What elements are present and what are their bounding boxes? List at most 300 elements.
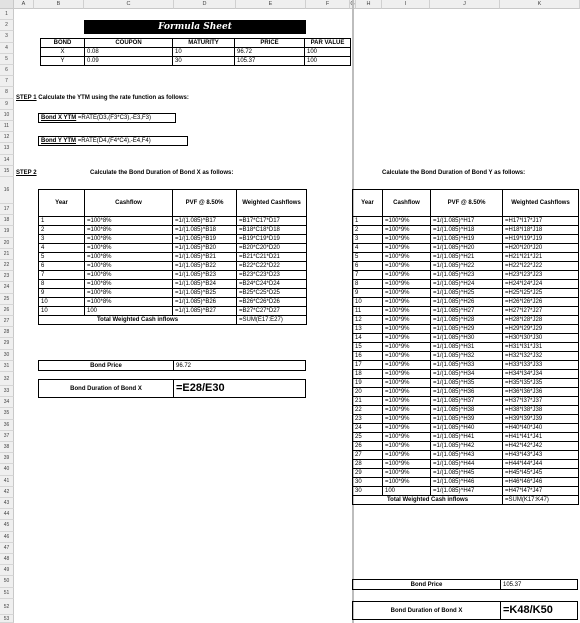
table-cell[interactable]: 7	[39, 271, 85, 280]
table-cell[interactable]: =1/(1.085)^H37	[431, 397, 503, 406]
table-cell[interactable]: =100*9%	[383, 343, 431, 352]
bond-table-cell[interactable]: 100	[305, 57, 351, 66]
step1-text: Calculate the YTM using the rate function as follows:	[38, 95, 189, 101]
table-cell[interactable]: =1/(1.085)^H35	[431, 379, 503, 388]
table-cell[interactable]: 1	[353, 217, 383, 226]
table-row	[353, 226, 579, 235]
table-cell[interactable]: =1/(1.085)^H27	[431, 307, 503, 316]
row-header[interactable]: 9	[0, 99, 14, 110]
bond-table-cell[interactable]: X	[41, 48, 85, 57]
table-cell[interactable]: =1/(1.085)^B20	[173, 244, 237, 253]
row-header[interactable]: 30	[0, 350, 14, 361]
table-row	[353, 388, 579, 397]
table-cell[interactable]: =100*8%	[85, 271, 173, 280]
table-cell[interactable]: =1/(1.085)^B25	[173, 289, 237, 298]
row-header[interactable]: 27	[0, 316, 14, 327]
table-cell[interactable]: =100*9%	[383, 253, 431, 262]
table-cell[interactable]: 15	[353, 343, 383, 352]
table-row	[353, 379, 579, 388]
step2-text-y: Calculate the Bond Duration of Bond Y as follows:	[382, 170, 526, 176]
table-cell[interactable]: 9	[39, 289, 85, 298]
table-cell[interactable]: 2	[39, 226, 85, 235]
table-cell[interactable]: 2	[353, 226, 383, 235]
column-header[interactable]: J	[430, 0, 500, 9]
table-cell[interactable]: =1/(1.085)^B23	[173, 271, 237, 280]
table-cell[interactable]: =1/(1.085)^H39	[431, 415, 503, 424]
table-cell[interactable]: 9	[353, 289, 383, 298]
total-row	[39, 316, 307, 325]
row-header[interactable]: 1	[0, 9, 14, 20]
row-header[interactable]: 36	[0, 420, 14, 431]
table-cell[interactable]: =100*9%	[383, 352, 431, 361]
table-row	[353, 487, 579, 496]
table-cell[interactable]: =H30*I30*J30	[503, 334, 579, 343]
table-cell[interactable]: =100*9%	[383, 289, 431, 298]
column-header[interactable]: H	[356, 0, 382, 9]
table-cell[interactable]: =B17*C17*D17	[237, 217, 307, 226]
row-header[interactable]: 44	[0, 509, 14, 520]
table-cell[interactable]: =B20*C20*D20	[237, 244, 307, 253]
table-cell[interactable]: =100*9%	[383, 379, 431, 388]
table-cell[interactable]: =H39*I39*J39	[503, 415, 579, 424]
table-cell[interactable]: =1/(1.085)^H34	[431, 370, 503, 379]
duration-table-header[interactable]: Cashflow	[383, 190, 431, 217]
table-row	[353, 460, 579, 469]
table-row	[39, 235, 307, 244]
row-header[interactable]: 15	[0, 166, 14, 177]
table-cell[interactable]: =1/(1.085)^H43	[431, 451, 503, 460]
table-cell[interactable]: 17	[353, 361, 383, 370]
table-cell[interactable]: =1/(1.085)^H36	[431, 388, 503, 397]
table-cell[interactable]: =1/(1.085)^H20	[431, 244, 503, 253]
table-row	[353, 253, 579, 262]
duration-table-header[interactable]: PVF @ 8.50%	[431, 190, 503, 217]
table-cell[interactable]: =H42*I42*J42	[503, 442, 579, 451]
table-cell[interactable]: =100*8%	[85, 262, 173, 271]
row-header[interactable]: 11	[0, 121, 14, 132]
table-cell[interactable]: =B24*C24*D24	[237, 280, 307, 289]
row-header[interactable]: 24	[0, 282, 14, 293]
bond-table-header[interactable]: COUPON	[85, 39, 173, 48]
table-cell[interactable]: 29	[353, 469, 383, 478]
table-cell[interactable]: 8	[39, 280, 85, 289]
bond-x-duration-table	[38, 189, 307, 325]
table-cell[interactable]: =100*8%	[85, 235, 173, 244]
row-header[interactable]: 7	[0, 76, 14, 87]
table-cell[interactable]: 6	[353, 262, 383, 271]
column-header[interactable]: A	[14, 0, 34, 9]
table-cell[interactable]: =B25*C25*D25	[237, 289, 307, 298]
table-cell[interactable]: =1/(1.085)^H17	[431, 217, 503, 226]
table-cell[interactable]: =100*8%	[85, 253, 173, 262]
table-cell[interactable]: =100*9%	[383, 217, 431, 226]
table-cell[interactable]: =H28*I28*J28	[503, 316, 579, 325]
table-cell[interactable]: =1/(1.085)^B26	[173, 298, 237, 307]
table-cell[interactable]: 1	[39, 217, 85, 226]
table-cell[interactable]: =1/(1.085)^H44	[431, 460, 503, 469]
table-cell[interactable]: 24	[353, 424, 383, 433]
row-header[interactable]: 47	[0, 543, 14, 554]
step2-label	[14, 169, 44, 177]
bond-table-cell[interactable]: 100	[305, 48, 351, 57]
table-row	[353, 415, 579, 424]
table-row	[353, 217, 579, 226]
table-cell[interactable]: 20	[353, 388, 383, 397]
row-header[interactable]: 31	[0, 361, 14, 372]
table-cell[interactable]: =100*9%	[383, 433, 431, 442]
table-cell[interactable]: =H40*I40*J40	[503, 424, 579, 433]
table-cell[interactable]: =100*9%	[383, 316, 431, 325]
table-cell[interactable]: 30	[353, 478, 383, 487]
table-cell[interactable]: =1/(1.085)^H33	[431, 361, 503, 370]
table-cell[interactable]: 13	[353, 325, 383, 334]
table-cell[interactable]: =H35*I35*J35	[503, 379, 579, 388]
table-cell[interactable]: =100*9%	[383, 406, 431, 415]
bond-x-price-value[interactable]: 96.72	[173, 360, 306, 371]
table-cell[interactable]: 27	[353, 451, 383, 460]
total-formula[interactable]: =SUM(E17:E27)	[237, 316, 307, 325]
row-header[interactable]: 43	[0, 498, 14, 509]
table-cell[interactable]: =H23*I23*J23	[503, 271, 579, 280]
table-cell[interactable]: =100*9%	[383, 325, 431, 334]
table-cell[interactable]: =B22*C22*D22	[237, 262, 307, 271]
table-cell[interactable]: =100*9%	[383, 226, 431, 235]
table-cell[interactable]: =100*9%	[383, 478, 431, 487]
row-header[interactable]: 13	[0, 143, 14, 154]
bond-table-cell[interactable]: 0.08	[85, 48, 173, 57]
row-header[interactable]: 25	[0, 294, 14, 305]
table-cell[interactable]: =1/(1.085)^H26	[431, 298, 503, 307]
row-header[interactable]: 37	[0, 431, 14, 442]
row-header[interactable]: 40	[0, 464, 14, 475]
table-cell[interactable]: =1/(1.085)^H47	[431, 487, 503, 496]
table-cell[interactable]: =1/(1.085)^H29	[431, 325, 503, 334]
column-header[interactable]: F	[306, 0, 350, 9]
row-header[interactable]: 19	[0, 226, 14, 237]
row-header[interactable]: 12	[0, 132, 14, 143]
bond-table-cell[interactable]: 30	[173, 57, 235, 66]
table-cell[interactable]: 28	[353, 460, 383, 469]
table-cell[interactable]: =100*9%	[383, 397, 431, 406]
bond-x-duration-formula[interactable]: =E28/E30	[173, 379, 306, 398]
bond-table-cell[interactable]: Y	[41, 57, 85, 66]
row-header[interactable]: 53	[0, 615, 14, 623]
table-row	[353, 316, 579, 325]
table-cell[interactable]: =B18*C18*D18	[237, 226, 307, 235]
row-header[interactable]: 17	[0, 204, 14, 215]
table-cell[interactable]: =100*8%	[85, 244, 173, 253]
select-all-corner[interactable]	[0, 0, 14, 9]
row-header[interactable]: 35	[0, 408, 14, 419]
table-cell[interactable]: =1/(1.085)^H46	[431, 478, 503, 487]
table-cell[interactable]: =1/(1.085)^H25	[431, 289, 503, 298]
table-cell[interactable]: =100*9%	[383, 235, 431, 244]
table-cell[interactable]: =100*9%	[383, 442, 431, 451]
table-cell[interactable]: 26	[353, 442, 383, 451]
table-cell[interactable]: =100*9%	[383, 451, 431, 460]
table-cell[interactable]: 8	[353, 280, 383, 289]
table-cell[interactable]: =B23*C23*D23	[237, 271, 307, 280]
table-cell[interactable]: =100*9%	[383, 361, 431, 370]
bond-table-header[interactable]: MATURITY	[173, 39, 235, 48]
table-cell[interactable]: =H47*I47*J47	[503, 487, 579, 496]
table-cell[interactable]: =B19*C19*D19	[237, 235, 307, 244]
row-header[interactable]: 38	[0, 442, 14, 453]
table-cell[interactable]: =1/(1.085)^H24	[431, 280, 503, 289]
table-row	[353, 442, 579, 451]
table-cell[interactable]: =100*9%	[383, 334, 431, 343]
bond-table-row	[41, 48, 351, 57]
table-cell[interactable]: =1/(1.085)^H18	[431, 226, 503, 235]
column-header[interactable]: D	[174, 0, 236, 9]
table-cell[interactable]: =H34*I34*J34	[503, 370, 579, 379]
table-cell[interactable]: =1/(1.085)^B18	[173, 226, 237, 235]
table-cell[interactable]: =100*9%	[383, 370, 431, 379]
table-row	[39, 217, 307, 226]
row-header[interactable]: 50	[0, 576, 14, 587]
table-cell[interactable]: 3	[353, 235, 383, 244]
column-header[interactable]: C	[84, 0, 174, 9]
duration-table-header[interactable]: PVF @ 8.50%	[173, 190, 237, 217]
table-cell[interactable]: 5	[39, 253, 85, 262]
bond-y-duration-formula[interactable]: =K48/K50	[500, 601, 578, 620]
table-cell[interactable]: 5	[353, 253, 383, 262]
table-cell[interactable]: 18	[353, 370, 383, 379]
row-header[interactable]: 29	[0, 338, 14, 349]
table-cell[interactable]: =B27*C27*D27	[237, 307, 307, 316]
bond-table-cell[interactable]: 10	[173, 48, 235, 57]
table-cell[interactable]: =H32*I32*J32	[503, 352, 579, 361]
table-row	[39, 226, 307, 235]
row-header[interactable]: 41	[0, 476, 14, 487]
table-cell[interactable]: =100*8%	[85, 298, 173, 307]
table-cell[interactable]: =H38*I38*J38	[503, 406, 579, 415]
row-header[interactable]: 14	[0, 155, 14, 166]
table-cell[interactable]: 10	[353, 298, 383, 307]
table-cell[interactable]: 10	[39, 307, 85, 316]
row-header[interactable]: 10	[0, 110, 14, 121]
table-row	[353, 469, 579, 478]
table-cell[interactable]: 6	[39, 262, 85, 271]
bond-table-header[interactable]: BOND	[41, 39, 85, 48]
row-header[interactable]: 23	[0, 271, 14, 282]
table-cell[interactable]: =100*9%	[383, 298, 431, 307]
table-row	[353, 280, 579, 289]
table-cell[interactable]: =1/(1.085)^H21	[431, 253, 503, 262]
bond-y-price-label: Bond Price	[352, 579, 501, 590]
row-header[interactable]: 20	[0, 238, 14, 249]
table-cell[interactable]: =H18*I18*J18	[503, 226, 579, 235]
table-cell[interactable]: =B21*C21*D21	[237, 253, 307, 262]
table-cell[interactable]: =H27*I27*J27	[503, 307, 579, 316]
table-cell[interactable]: =1/(1.085)^B19	[173, 235, 237, 244]
table-cell[interactable]: 3	[39, 235, 85, 244]
row-header[interactable]: 2	[0, 20, 14, 31]
row-header[interactable]: 26	[0, 305, 14, 316]
table-cell[interactable]: =100*9%	[383, 415, 431, 424]
table-cell[interactable]: =1/(1.085)^H42	[431, 442, 503, 451]
row-header[interactable]: 3	[0, 31, 14, 42]
table-cell[interactable]: =1/(1.085)^B24	[173, 280, 237, 289]
table-row	[353, 334, 579, 343]
table-cell[interactable]: =100*8%	[85, 217, 173, 226]
row-header[interactable]: 48	[0, 554, 14, 565]
table-cell[interactable]: =100*8%	[85, 226, 173, 235]
sheet-title[interactable]: Formula Sheet	[84, 20, 306, 34]
table-row	[353, 406, 579, 415]
duration-table-header[interactable]: Year	[39, 190, 85, 217]
table-cell[interactable]: 100	[85, 307, 173, 316]
duration-table-header[interactable]: Year	[353, 190, 383, 217]
table-cell[interactable]: =1/(1.085)^H19	[431, 235, 503, 244]
table-cell[interactable]: 30	[353, 487, 383, 496]
table-cell[interactable]: =1/(1.085)^B22	[173, 262, 237, 271]
row-header[interactable]: 42	[0, 487, 14, 498]
table-cell[interactable]: 16	[353, 352, 383, 361]
table-cell[interactable]: =1/(1.085)^H28	[431, 316, 503, 325]
table-cell[interactable]: =H31*I31*J31	[503, 343, 579, 352]
row-header[interactable]: 52	[0, 599, 14, 615]
total-label[interactable]: Total Weighted Cash inflows	[353, 496, 503, 505]
total-formula[interactable]: =SUM(K17:K47)	[503, 496, 579, 505]
table-cell[interactable]: 19	[353, 379, 383, 388]
row-header[interactable]: 28	[0, 327, 14, 338]
table-cell[interactable]: =1/(1.085)^B27	[173, 307, 237, 316]
row-header[interactable]: 49	[0, 565, 14, 576]
table-row	[39, 244, 307, 253]
bond-table-row	[41, 57, 351, 66]
table-cell[interactable]: 11	[353, 307, 383, 316]
table-cell[interactable]: =H33*I33*J33	[503, 361, 579, 370]
bond-table-cell[interactable]: 105.37	[235, 57, 305, 66]
row-header[interactable]: 16	[0, 177, 14, 204]
ytm-x-box[interactable]	[38, 113, 176, 123]
table-cell[interactable]: =H45*I45*J45	[503, 469, 579, 478]
row-header[interactable]: 39	[0, 453, 14, 464]
table-cell[interactable]: 4	[39, 244, 85, 253]
table-cell[interactable]: =100*8%	[85, 280, 173, 289]
table-cell[interactable]: 23	[353, 415, 383, 424]
bond-table-header[interactable]: PRICE	[235, 39, 305, 48]
row-header[interactable]: 33	[0, 386, 14, 397]
table-cell[interactable]: =100*9%	[383, 469, 431, 478]
table-cell[interactable]: =B26*C26*D26	[237, 298, 307, 307]
table-cell[interactable]: =H29*I29*J29	[503, 325, 579, 334]
table-cell[interactable]: =100*9%	[383, 280, 431, 289]
column-header[interactable]: B	[34, 0, 84, 9]
table-cell[interactable]: 22	[353, 406, 383, 415]
duration-table-header[interactable]: Weighted Cashflows	[237, 190, 307, 217]
ytm-y-label: Bond Y YTM	[41, 138, 77, 144]
row-header[interactable]: 46	[0, 532, 14, 543]
duration-table-header[interactable]: Cashflow	[85, 190, 173, 217]
table-cell[interactable]: =H44*I44*J44	[503, 460, 579, 469]
table-cell[interactable]: =100*9%	[383, 244, 431, 253]
table-cell[interactable]: =1/(1.085)^B17	[173, 217, 237, 226]
table-cell[interactable]: =1/(1.085)^H40	[431, 424, 503, 433]
column-header[interactable]: K	[500, 0, 580, 9]
table-cell[interactable]: =H46*I46*J46	[503, 478, 579, 487]
row-header[interactable]: 5	[0, 54, 14, 65]
table-cell[interactable]: =100*9%	[383, 424, 431, 433]
table-cell[interactable]: =H24*I24*J24	[503, 280, 579, 289]
table-cell[interactable]: =1/(1.085)^H23	[431, 271, 503, 280]
table-cell[interactable]: =100*9%	[383, 271, 431, 280]
total-label[interactable]: Total Weighted Cash inflows	[39, 316, 237, 325]
row-header[interactable]: 4	[0, 43, 14, 54]
table-cell[interactable]: =1/(1.085)^B21	[173, 253, 237, 262]
row-header[interactable]: 18	[0, 215, 14, 226]
table-cell[interactable]: =100*9%	[383, 388, 431, 397]
table-cell[interactable]: =H41*I41*J41	[503, 433, 579, 442]
table-cell[interactable]: 14	[353, 334, 383, 343]
table-cell[interactable]: =H21*I21*J21	[503, 253, 579, 262]
table-row	[353, 424, 579, 433]
table-cell[interactable]: =1/(1.085)^H45	[431, 469, 503, 478]
table-cell[interactable]: 100	[383, 487, 431, 496]
table-cell[interactable]: =H43*I43*J43	[503, 451, 579, 460]
table-cell[interactable]: 4	[353, 244, 383, 253]
table-cell[interactable]: 12	[353, 316, 383, 325]
bond-table-cell[interactable]: 96.72	[235, 48, 305, 57]
row-header[interactable]: 51	[0, 588, 14, 599]
duration-table-header[interactable]: Weighted Cashflows	[503, 190, 579, 217]
bond-x-price-label: Bond Price	[38, 360, 174, 371]
row-header[interactable]: 6	[0, 65, 14, 76]
table-cell[interactable]: =H22*I22*J22	[503, 262, 579, 271]
table-cell[interactable]: =100*9%	[383, 460, 431, 469]
table-cell[interactable]: 7	[353, 271, 383, 280]
table-cell[interactable]: =1/(1.085)^H30	[431, 334, 503, 343]
ytm-y-formula: =RATE(D4,(F4*C4),-E4,F4)	[77, 138, 151, 144]
table-cell[interactable]: =1/(1.085)^H32	[431, 352, 503, 361]
row-header[interactable]: 45	[0, 520, 14, 531]
table-cell[interactable]: =H26*I26*J26	[503, 298, 579, 307]
bond-table-header[interactable]: PAR VALUE	[305, 39, 351, 48]
table-row	[353, 307, 579, 316]
table-cell[interactable]: 25	[353, 433, 383, 442]
table-cell[interactable]: =100*8%	[85, 289, 173, 298]
table-cell[interactable]: =100*9%	[383, 262, 431, 271]
column-header[interactable]: E	[236, 0, 306, 9]
table-cell[interactable]: =H36*I36*J36	[503, 388, 579, 397]
table-row	[39, 307, 307, 316]
ytm-y-box[interactable]	[38, 136, 188, 146]
bond-table-cell[interactable]: 0.09	[85, 57, 173, 66]
bond-y-duration-label: Bond Duration of Bond X	[352, 601, 501, 620]
table-cell[interactable]: =H37*I37*J37	[503, 397, 579, 406]
step1-line	[14, 94, 254, 102]
table-cell[interactable]: 21	[353, 397, 383, 406]
table-cell[interactable]: =H25*I25*J25	[503, 289, 579, 298]
column-header[interactable]: I	[382, 0, 430, 9]
row-header[interactable]: 34	[0, 397, 14, 408]
table-cell[interactable]: =1/(1.085)^H22	[431, 262, 503, 271]
table-cell[interactable]: =H19*I19*J19	[503, 235, 579, 244]
table-cell[interactable]: =1/(1.085)^H38	[431, 406, 503, 415]
table-cell[interactable]: =100*9%	[383, 307, 431, 316]
row-header[interactable]: 32	[0, 372, 14, 386]
bond-y-price-value[interactable]: 105.37	[500, 579, 578, 590]
row-header[interactable]: 21	[0, 249, 14, 260]
table-cell[interactable]: =1/(1.085)^H41	[431, 433, 503, 442]
row-header[interactable]: 22	[0, 260, 14, 271]
table-cell[interactable]: 10	[39, 298, 85, 307]
table-cell[interactable]: =H17*I17*J17	[503, 217, 579, 226]
table-cell[interactable]: =1/(1.085)^H31	[431, 343, 503, 352]
table-cell[interactable]: =H20*I20*J20	[503, 244, 579, 253]
row-header[interactable]: 8	[0, 87, 14, 98]
